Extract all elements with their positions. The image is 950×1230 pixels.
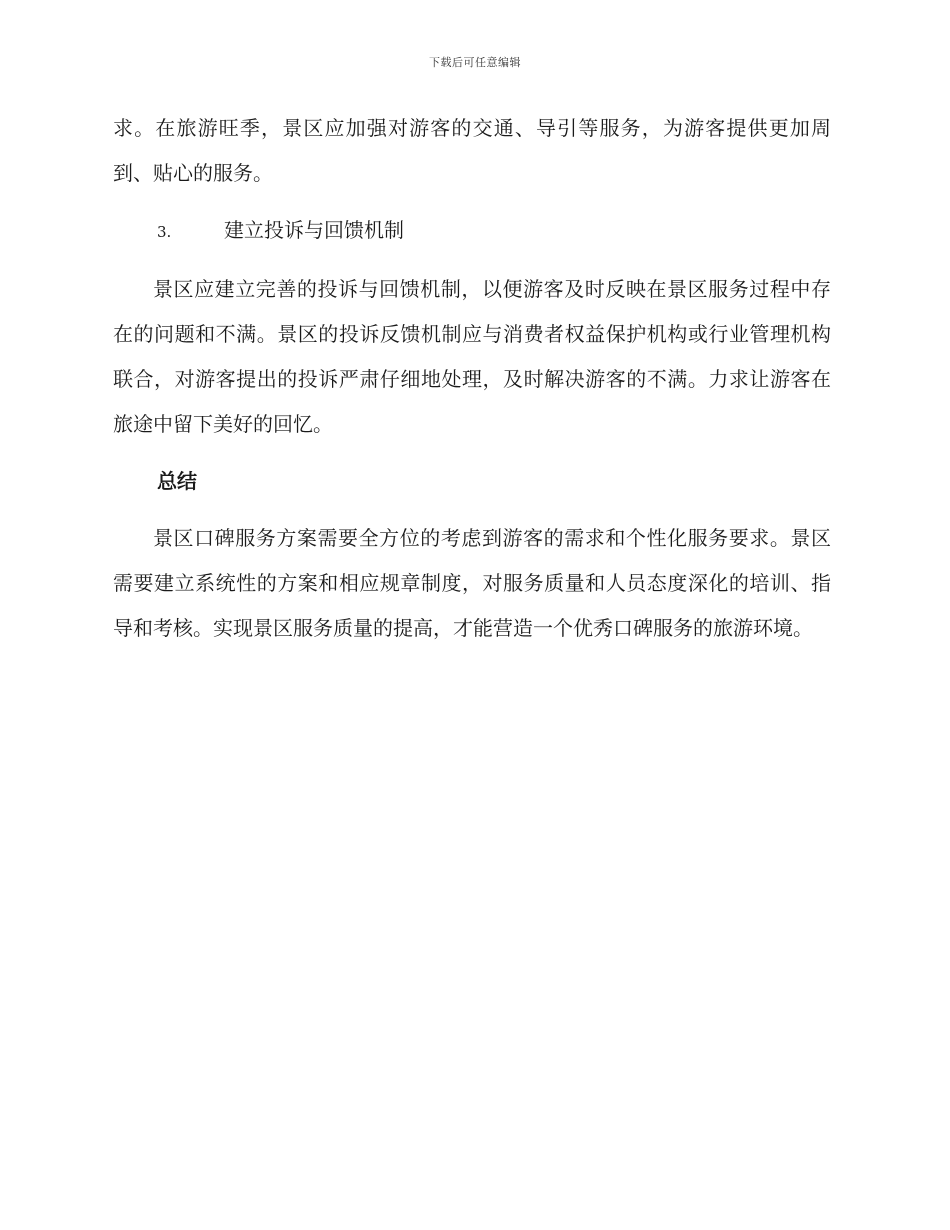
section-title: 建立投诉与回馈机制	[224, 218, 404, 242]
page-header: 下载后可任意编辑	[429, 56, 521, 69]
document-body	[113, 106, 831, 663]
paragraph-complaint-mechanism: 景区应建立完善的投诉与回馈机制，以便游客及时反映在景区服务过程中存在的问题和不满。景区的投诉反馈机制应与消费者权益保护机构或行业管理机构联合，对游客提出的投诉严肃仔细地处理，及时解决游客的不满。力求让游客在旅途中留下美好的回忆。	[113, 277, 831, 436]
paragraph-summary: 景区口碑服务方案需要全方位的考虑到游客的需求和个性化服务要求。景区需要建立系统性的方案和相应规章制度，对服务质量和人员态度深化的培训、指导和考核。实现景区服务质量的提高，才能营造一个优秀口碑服务的旅游环境。	[113, 526, 831, 640]
summary-heading: 总结	[157, 469, 197, 493]
paragraph-continued: 求。在旅游旺季，景区应加强对游客的交通、导引等服务，为游客提供更加周到、贴心的服务。	[113, 116, 831, 185]
section-heading-3	[113, 208, 831, 255]
section-number: 3.	[157, 223, 172, 241]
